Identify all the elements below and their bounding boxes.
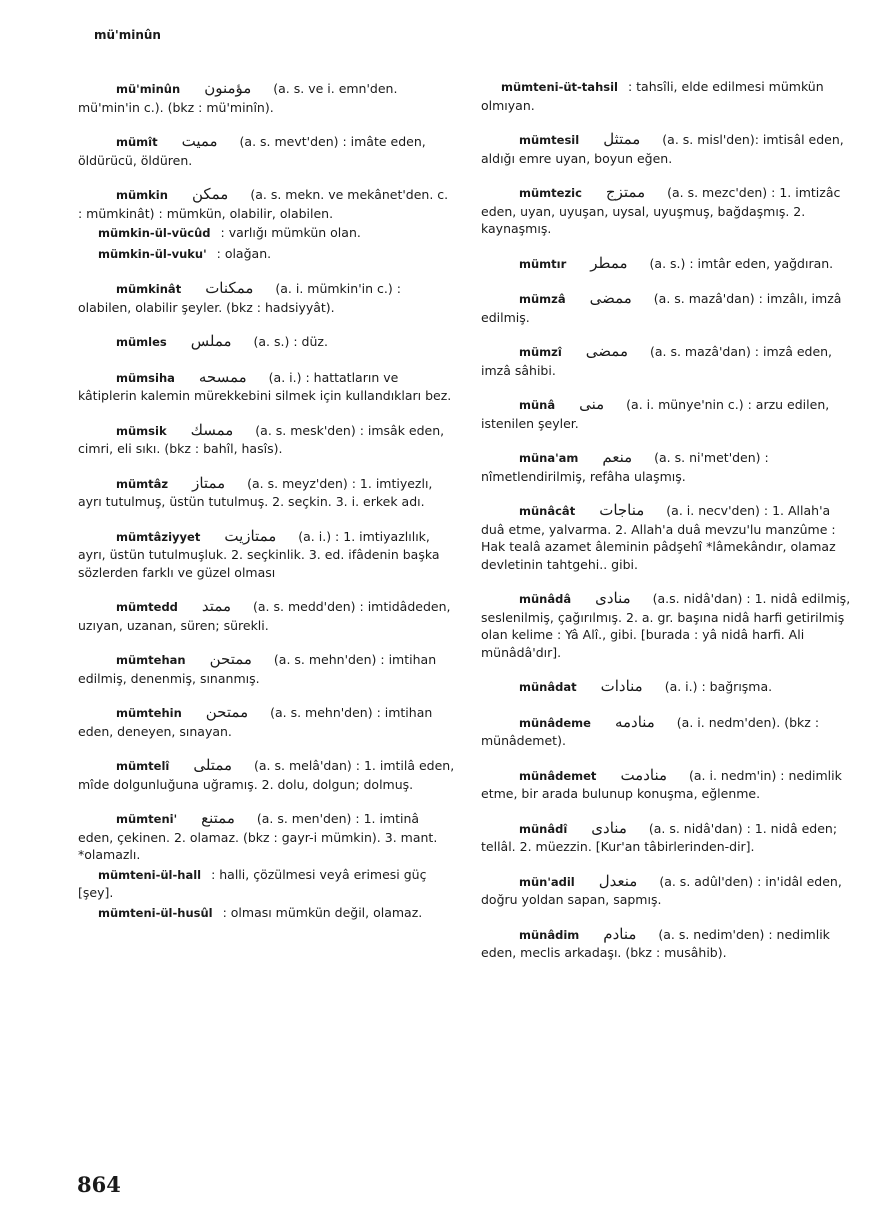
dictionary-entry bbox=[481, 184, 857, 238]
definition: (a. s. melâ'dan) : 1. imtilâ eden, mîde dolgunluğuna uğramış. 2. dolu, dolgun; dolmuş. bbox=[78, 758, 455, 792]
arabic-script: ممتثل bbox=[603, 130, 641, 148]
definition: (a. s. meyz'den) : 1. imtiyezlı, ayrı tutulmuş, üstün tutulmuş. 2. seçkin. 3. i. erkek adı. bbox=[78, 475, 433, 509]
arabic-script: منادمه bbox=[614, 712, 655, 731]
headword: münâdeme bbox=[519, 715, 591, 730]
arabic-script: ممتازيت bbox=[224, 526, 277, 545]
definition: (a. i. nedm'den). (bkz : münâdemet). bbox=[481, 714, 820, 748]
dictionary-entry bbox=[481, 873, 857, 909]
arabic-script: منعدل bbox=[598, 871, 638, 890]
headword: münâdat bbox=[519, 680, 577, 694]
arabic-script: ممتد bbox=[201, 597, 232, 615]
headword: mümtâz bbox=[116, 476, 169, 491]
definition: (a. s. men'den) : 1. imtinâ eden, çekinen. 2. olamaz. (bkz : gayr-i mümkin). 3. mant. *olamazlı. bbox=[78, 811, 438, 862]
definition: (a. s. mevt'den) : imâte eden, öldürücü, öldüren. bbox=[78, 134, 426, 168]
definition: : olağan. bbox=[212, 245, 272, 261]
dictionary-entry bbox=[78, 810, 456, 864]
definition: (a. i. münye'nin c.) : arzu edilen, istenilen şeyler. bbox=[481, 397, 830, 431]
arabic-script: منادمت bbox=[620, 765, 668, 784]
arabic-script: ممضى bbox=[585, 342, 629, 360]
dictionary-entry bbox=[481, 590, 857, 661]
headword: mümtezic bbox=[519, 186, 582, 200]
dictionary-entry bbox=[78, 704, 456, 740]
arabic-script: منعم bbox=[602, 448, 633, 466]
headword: mümtesil bbox=[519, 133, 580, 147]
arabic-script: منادى bbox=[595, 589, 631, 607]
definition: : halli, çözülmesi veyâ erimesi güç [şey]. bbox=[78, 866, 427, 900]
dictionary-entry bbox=[481, 449, 857, 485]
headword: münâdemet bbox=[519, 768, 597, 783]
headword: mümteni-ül-husûl bbox=[98, 905, 213, 920]
headword: mümsiha bbox=[116, 370, 175, 385]
arabic-script: ممتلى bbox=[193, 756, 233, 774]
subentry bbox=[78, 904, 456, 923]
headword: mümtedd bbox=[116, 600, 178, 614]
arabic-script: ممكن bbox=[191, 185, 229, 203]
dictionary-entry bbox=[481, 767, 857, 803]
dictionary-entry bbox=[481, 714, 857, 750]
headword: münâdî bbox=[519, 821, 568, 836]
definition: (a. s. mesk'den) : imsâk eden, cimri, eli sıkı. (bkz : bahîl, hasîs). bbox=[78, 422, 445, 456]
arabic-script: ممكنات bbox=[205, 279, 254, 297]
arabic-script: ممتاز bbox=[192, 473, 226, 492]
definition: (a. i. mümkin'in c.) : olabilen, olabilir şeyler. (bkz : hadsiyyât). bbox=[78, 281, 401, 315]
definition: (a. s. nidâ'dan) : 1. nidâ eden; tellâl. 2. müezzin. [Kur'an tâbirlerinden-dir]. bbox=[481, 820, 838, 854]
dictionary-entry bbox=[78, 651, 456, 687]
headword: mümtelî bbox=[116, 759, 170, 773]
headword: münâdim bbox=[519, 927, 580, 942]
arabic-script: مؤمنون bbox=[204, 79, 252, 97]
dictionary-entry bbox=[78, 80, 456, 116]
dictionary-entry bbox=[481, 343, 857, 379]
headword: mümkin-ül-vuku' bbox=[98, 246, 207, 261]
arabic-script: منادم bbox=[603, 924, 637, 943]
headword: mümkin-ül-vücûd bbox=[98, 226, 211, 240]
subentry bbox=[481, 78, 857, 114]
running-header: mü'minûn bbox=[94, 28, 161, 42]
definition: (a. i.) : bağrışma. bbox=[660, 679, 773, 694]
arabic-script: ممتحن bbox=[209, 650, 252, 668]
arabic-script: ممطر bbox=[590, 253, 628, 272]
headword: müna'am bbox=[519, 451, 579, 465]
headword: mümsik bbox=[116, 423, 167, 438]
arabic-script: ممسك bbox=[190, 420, 234, 439]
arabic-script: ممتحن bbox=[205, 703, 249, 721]
dictionary-entry bbox=[78, 598, 456, 634]
dictionary-entry bbox=[481, 820, 857, 856]
arabic-script: منادى bbox=[591, 818, 627, 837]
definition: (a. i.) : 1. imtiyazlılık, ayrı, üstün tutulmuşluk. 2. seçkinlik. 3. ed. ifâdenin başka sözlerden farklı ve güzel olması bbox=[78, 528, 440, 580]
dictionary-entry bbox=[481, 290, 857, 326]
headword: mümtır bbox=[519, 256, 567, 271]
headword: münâ bbox=[519, 398, 556, 412]
definition: (a. s.) : imtâr eden, yağdıran. bbox=[645, 255, 834, 271]
dictionary-entry bbox=[78, 186, 456, 222]
definition: : tahsîli, elde edilmesi mümkün olmıyan. bbox=[481, 79, 824, 113]
headword: mümkin bbox=[116, 188, 168, 202]
definition: (a. s. mehn'den) : imtihan eden, deneyen, sınayan. bbox=[78, 705, 433, 739]
dictionary-entry bbox=[481, 396, 857, 432]
arabic-script: ممتنع bbox=[201, 809, 235, 827]
headword: münâcât bbox=[519, 504, 576, 518]
definition: (a. s. mazâ'dan) : imzâlı, imzâ edilmiş. bbox=[481, 291, 842, 325]
definition: (a. s. misl'den): imtisâl eden, aldığı emre uyan, boyun eğen. bbox=[481, 132, 844, 166]
definition: : varlığı mümkün olan. bbox=[216, 225, 361, 240]
definition: (a. s. mekn. ve mekânet'den. c. : mümkinât) : mümkün, olabilir, olabilen. bbox=[78, 187, 449, 221]
dictionary-entry bbox=[481, 678, 857, 697]
subentry bbox=[78, 245, 456, 264]
headword: mümles bbox=[116, 335, 167, 349]
dictionary-entry bbox=[481, 131, 857, 167]
dictionary-entry bbox=[481, 502, 857, 573]
dictionary-entry bbox=[78, 133, 456, 169]
headword: mümît bbox=[116, 135, 158, 149]
definition: : olması mümkün değil, olamaz. bbox=[218, 904, 423, 920]
arabic-script: منادات bbox=[600, 677, 643, 695]
dictionary-entry bbox=[78, 528, 456, 582]
headword: mümtehin bbox=[116, 706, 182, 720]
dictionary-entry bbox=[78, 475, 456, 511]
subentry bbox=[78, 224, 456, 243]
page-number: 864 bbox=[77, 1172, 121, 1197]
headword: mümzî bbox=[519, 345, 562, 359]
definition: (a. i. necv'den) : 1. Allah'a duâ etme, yalvarma. 2. Allah'a duâ mevzu'lu manzûme : Hak tealâ azamet âleminin pâdşehî *lâmekândır, olamaz devletinin tahtgehi.. gibi. bbox=[481, 503, 836, 572]
dictionary-entry bbox=[481, 926, 857, 962]
definition: (a.s. nidâ'dan) : 1. nidâ edilmiş, seslenilmiş, çağırılmış. 2. a. gr. başına nidâ harfi getirilmiş olan kelime : Yâ Alî., gibi. [burada : yâ nidâ harfi. Ali münâdâ'dır]. bbox=[481, 591, 851, 660]
dictionary-entry bbox=[78, 369, 456, 405]
headword: mümteni' bbox=[116, 812, 178, 826]
arabic-script: ممتزج bbox=[605, 183, 646, 201]
headword: mümkinât bbox=[116, 282, 182, 296]
definition: (a. s. mazâ'dan) : imzâ eden, imzâ sâhibi. bbox=[481, 344, 833, 378]
dictionary-entry bbox=[78, 333, 456, 352]
headword: münâdâ bbox=[519, 592, 572, 606]
arabic-script: ممضى bbox=[589, 289, 632, 307]
definition: (a. s.) : düz. bbox=[249, 334, 328, 349]
subentry bbox=[78, 866, 456, 902]
arabic-script: منى bbox=[579, 395, 605, 413]
arabic-script: ممسحه bbox=[198, 367, 247, 386]
dictionary-entry bbox=[481, 255, 857, 274]
dictionary-entry bbox=[78, 280, 456, 316]
definition: (a. s. adûl'den) : in'idâl eden, doğru yoldan sapan, sapmış. bbox=[481, 873, 842, 907]
headword: mümtâziyyet bbox=[116, 529, 201, 544]
dictionary-entry bbox=[78, 422, 456, 458]
left-column bbox=[78, 80, 456, 939]
headword: mümtehan bbox=[116, 653, 186, 667]
arabic-script: مناجات bbox=[599, 501, 645, 519]
definition: (a. s. nedim'den) : nedimlik eden, meclis arkadaşı. (bkz : musâhib). bbox=[481, 926, 830, 960]
headword: mümteni-ül-hall bbox=[98, 867, 202, 882]
headword: mümzâ bbox=[519, 292, 566, 306]
definition: (a. s. mezc'den) : 1. imtizâc eden, uyan, uyuşan, uysal, uyuşmuş, bağdaşmış. 2. kaynaşmış. bbox=[481, 185, 841, 236]
definition: (a. s. ve i. emn'den. mü'min'in c.). (bkz : mü'minîn). bbox=[78, 81, 398, 115]
definition: (a. i. nedm'in) : nedimlik etme, bir arada bulunup konuşma, eğlenme. bbox=[481, 767, 842, 801]
definition: (a. s. mehn'den) : imtihan edilmiş, denenmiş, sınanmış. bbox=[78, 652, 437, 686]
headword: mü'minûn bbox=[116, 82, 181, 96]
arabic-script: مميت bbox=[181, 132, 218, 150]
arabic-script: مملس bbox=[190, 332, 232, 350]
dictionary-entry bbox=[78, 757, 456, 793]
definition: (a. s. medd'den) : imtidâdeden, uzıyan, uzanan, süren; sürekli. bbox=[78, 599, 451, 633]
headword: mümteni-üt-tahsil bbox=[501, 80, 618, 94]
definition: (a. s. ni'met'den) : nîmetlendirilmiş, refâha ulaşmış. bbox=[481, 450, 769, 484]
headword: mün'adil bbox=[519, 874, 575, 889]
right-column bbox=[481, 78, 857, 979]
definition: (a. i.) : hattatların ve kâtiplerin kalemin mürekkebini silmek için kullandıkları bez. bbox=[78, 369, 452, 403]
